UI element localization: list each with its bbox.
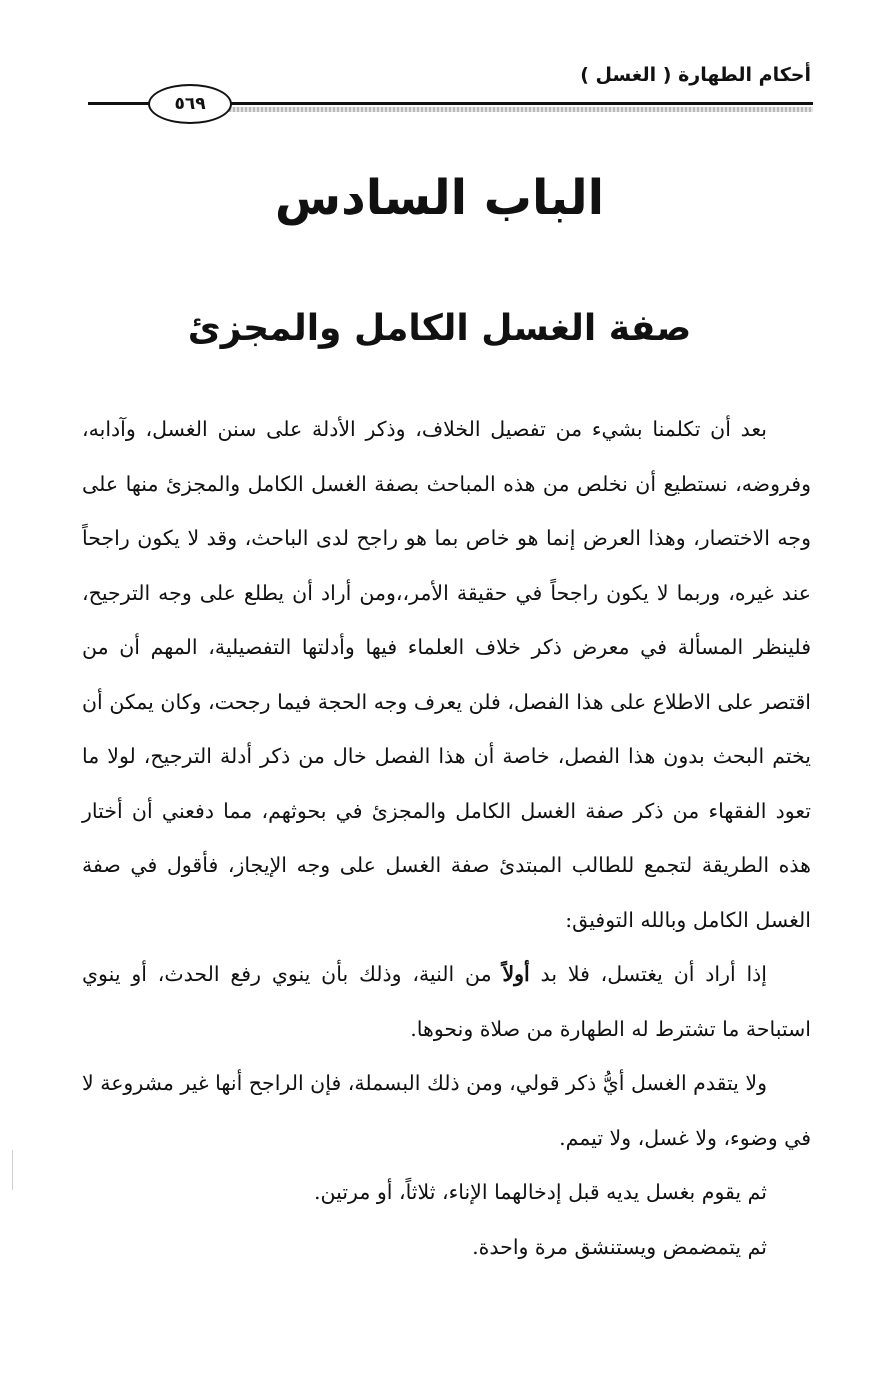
running-title: أحكام الطهارة ( الغسل )	[580, 64, 811, 86]
paragraph-intention-end: من النية، وذلك بأن ينوي رفع الحدث، أو ينوي استباحة ما تشترط له الطهارة من صلاة ونحوها.	[82, 962, 811, 1041]
chapter-title: الباب السادس	[274, 170, 605, 226]
paragraph-intention	[82, 947, 811, 1056]
paragraph-rinse: ثم يتمضمض ويستنشق مرة واحدة.	[472, 1234, 767, 1259]
body-text	[82, 402, 811, 1274]
header-rule-shadow	[225, 107, 813, 112]
section-title: صفة الغسل الكامل والمجزئ	[187, 308, 692, 349]
page-number: ٥٦٩	[148, 84, 232, 124]
paragraph-wash-hands: ثم يقوم بغسل يديه قبل إدخالهما الإناء، ثلاثاً، أو مرتين.	[314, 1180, 767, 1204]
paragraph-intention-bold: أولاً	[502, 962, 530, 986]
paragraph-basmala: ولا يتقدم الغسل أيُّ ذكر قولي، ومن ذلك البسملة، فإن الراجح أنها غير مشروعة لا في وضوء، ولا غسل، ولا تيمم.	[82, 1071, 811, 1150]
paragraph-intro: بعد أن تكلمنا بشيء من تفصيل الخلاف، وذكر الأدلة على سنن الغسل، وآدابه، وفروضه، نستطيع أن نخلص من هذه المباحث بصفة الغسل الكامل والمجزئ منها على وجه الاختصار، وهذا العرض إنما هو خاص بما هو راجح لدى الباحث، وقد لا يكون راجحاً عند غيره، وربما لا يكون راجحاً في حقيقة الأمر،،ومن أراد أن يطلع على وجه الترجيح، فلينظر المسألة في معرض ذكر خلاف العلماء فيها وأدلتها التفصيلية، المهم أن من اقتصر على الاطلاع على هذا الفصل، فلن يعرف وجه الحجة فيما رجحت، وكان يمكن أن يختم البحث بدون هذا الفصل، خاصة أن هذا الفصل خال من ذكر أدلة الترجيح، لولا ما تعود الفقهاء من ذكر صفة الغسل الكامل والمجزئ في بحوثهم، مما دفعني أن أختار هذه الطريقة لتجمع للطالب المبتدئ صفة الغسل على وجه الإيجاز، فأقول في صفة الغسل الكامل وبالله التوفيق:	[82, 417, 811, 932]
margin-mark	[12, 1150, 16, 1190]
paragraph-intention-start: إذا أراد أن يغتسل، فلا بد	[529, 962, 767, 986]
